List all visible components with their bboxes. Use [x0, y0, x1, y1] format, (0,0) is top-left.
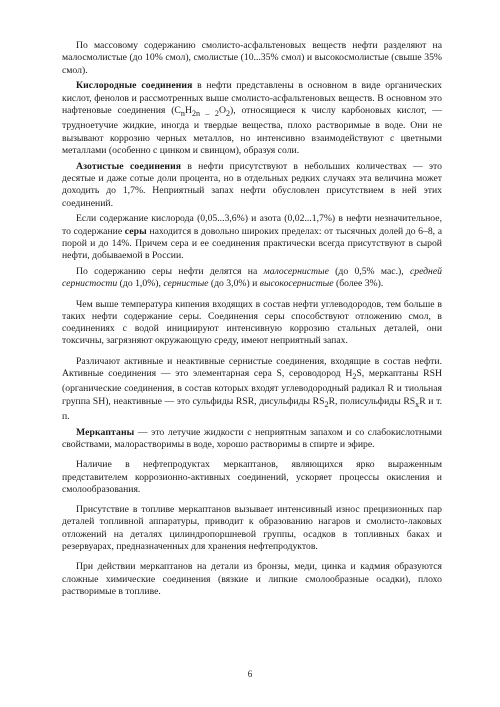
text-run: При действии меркаптанов на детали из бронзы, меди, цинка и кадмия образуются сложные химические соединения (вязкие и липкие смолообразные осадки), плохо растворимые в топливе. — [62, 561, 442, 597]
paragraph — [62, 299, 442, 348]
text-run: ), относящиеся к числу карбоновых кислот, — трудноетучие жидкие, иногда и твердые вещества, плохо растворимые в воде. Они не вызывают коррозию черных металлов, но интенсивно взаимодействуют с цветными металлами (особенно с цинком и свинцом), образуя соли. — [62, 104, 442, 156]
paragraph — [62, 266, 442, 291]
paragraph — [62, 40, 442, 77]
text-run: R и т. п. — [62, 395, 442, 422]
text-run: в нефти представлены в основном в виде органических кислот, фенолов и рассмотренных выше смолисто-асфальтеновых веществ. В основном это нафтеновые соединения (C — [62, 80, 442, 116]
paragraph — [62, 561, 442, 598]
text-run: Различают активные и неактивные сернистые соединения, входящие в состав нефти. Активные соединения — это элементарная сера S, сероводород H — [62, 355, 442, 380]
text-run: O — [218, 104, 226, 116]
text-run: — это летучие жидкости с неприятным запахом и со слабокислотными свойствами, малорастворимы в воде, хорошо растворимы в спирте и эфире. — [62, 426, 442, 450]
bold-term: Меркаптаны — [76, 426, 135, 438]
subscript: 2 — [225, 108, 230, 118]
italic-term: средней сернистости — [62, 265, 442, 290]
bold-term: Азотистые соединения — [76, 160, 182, 172]
bold-term: серы — [124, 225, 147, 237]
text-run: (до 3,0%) и — [208, 278, 260, 290]
text-run: Чем выше температура кипения входящих в состав нефти углеводородов, тем больше в таких нефти содержание серы. Соединения серы способствуют отложению смол, в соединениях с водой инициируют интенсивную коррозию стальных деталей, они токсичны, загрязняют окружающую среду, имеют неприятный запах. — [62, 298, 442, 347]
paragraph — [62, 80, 442, 157]
subscript: 2n – 2 — [191, 108, 219, 118]
text-run: Присутствие в топливе меркаптанов вызывает интенсивный износ прецизионных пар деталей топливной аппаратуры, приводит к образованию нагаров и смолисто-лаковых отложений на деталях цилиндропоршневой группы, осадков в топливных баках и резервуарах, предназначенных для хранения нефтепродуктов. — [62, 504, 442, 552]
italic-term: высокосернистые — [259, 278, 334, 290]
text-run: находится в довольно широких пределах: от тысячных долей до 6–8, а порой и до 14%. Причем сера и ее соединения практически всегда присутствуют в сырой нефти, добываемой в России. — [62, 225, 442, 262]
text-run: R, полисульфиды RS — [328, 395, 416, 407]
body-text — [62, 40, 442, 598]
paragraph — [62, 427, 442, 452]
text-run: Если содержание кислорода (0,05...3,6%) и азота (0,02...1,7%) в нефти незначительное, то содержание — [62, 213, 442, 237]
text-run: (до 1,0%), — [117, 278, 164, 290]
subscript: x — [415, 399, 420, 409]
text-run: По массовому содержанию смолисто-асфальтеновых веществ нефти разделяют на малосмолистые (до 10% смол), смолистые (10...35% смол) и высокосмолистые (свыше 35% смол). — [62, 40, 442, 76]
bold-term: Кислородные соединения — [76, 80, 193, 92]
text-run: Наличие в нефтепродуктах меркаптанов, являющихся ярко выраженным представителем коррозионно-активных соединений, ускоряет процессы окисления и смолообразования. — [62, 459, 442, 495]
text-run: (более 3%). — [333, 278, 384, 290]
subscript: 2 — [324, 399, 329, 409]
text-run: (до 0,5% мас.), — [328, 265, 410, 277]
page-number: 6 — [247, 669, 253, 679]
paragraph — [62, 356, 442, 423]
paragraph — [62, 213, 442, 262]
text-run: H — [184, 104, 192, 116]
subscript: 2 — [352, 372, 357, 381]
text-run: По содержанию серы нефти делятся на — [76, 265, 264, 277]
text-run: в нефти присутствуют в небольших количествах — это десятые и даже сотые доли процента, но в отдельных редких случаях эта величина может доходить до 1,7%. Неприятный запах нефти обусловлен присутствием в ней этих соединений. — [62, 160, 442, 209]
paragraph — [62, 161, 442, 210]
paragraph — [62, 504, 442, 553]
text-run: S, меркаптаны RSH (органические соединения, в состав которых входят углеводородный радикал R и тиольная группа SH), неактивные — это сульфиды RSR, дисульфиды RS — [62, 368, 442, 407]
paragraph — [62, 459, 442, 496]
italic-term: малосернистые — [263, 265, 329, 277]
italic-term: сернистые — [163, 278, 209, 290]
subscript: n — [180, 108, 185, 118]
